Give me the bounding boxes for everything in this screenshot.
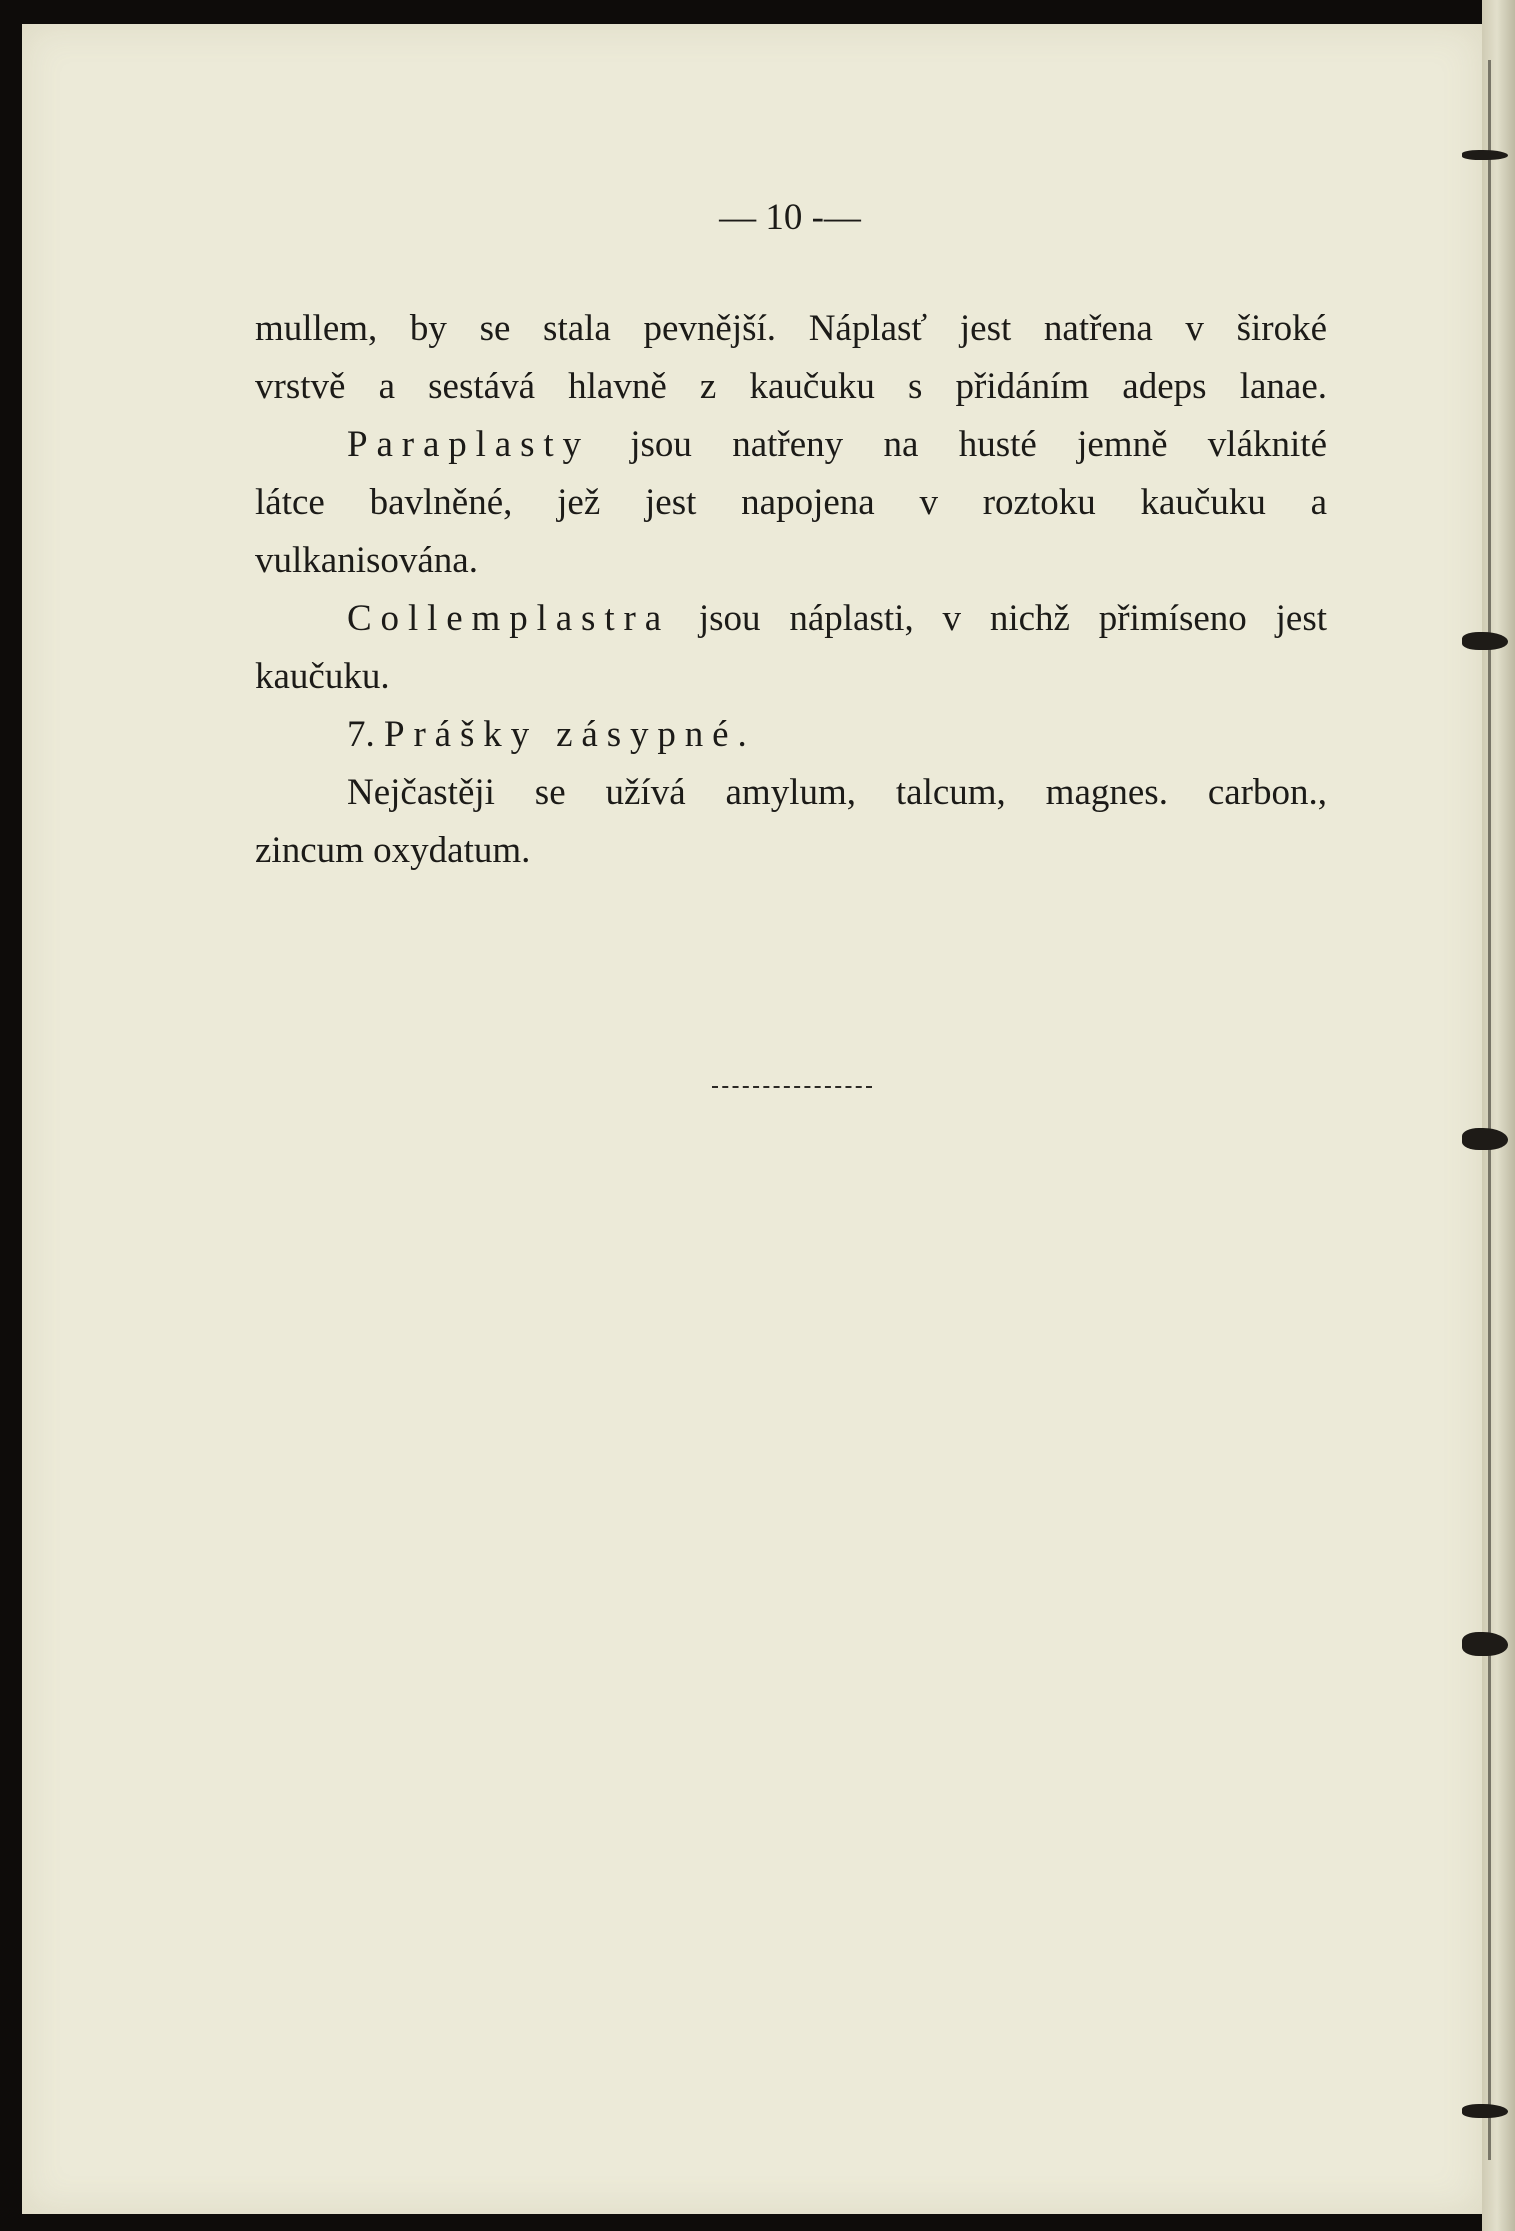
text-line: vrstvě a sestává hlavně z kaučuku s přidáním adeps lanae.	[255, 366, 1327, 407]
text-line: kaučuku.	[255, 656, 390, 697]
text-fragment: jsou náplasti, v nichž přimíseno jest	[670, 598, 1327, 639]
text-line	[255, 590, 1327, 648]
text-fragment: jsou natřeny na husté jemně vláknité	[589, 424, 1327, 465]
text-line: látce bavlněné, jež jest napojena v roztoku kaučuku a	[255, 482, 1327, 523]
page-number: — 10 -—	[719, 197, 861, 238]
binding-stitch	[1462, 2104, 1508, 2118]
section-end-rule	[712, 1086, 872, 1088]
text-line: vulkanisována.	[255, 540, 478, 581]
binding-stitch	[1462, 1632, 1508, 1656]
text-line	[255, 416, 1327, 474]
text-line: mullem, by se stala pevnější. Náplasť jest natřena v široké	[255, 308, 1327, 349]
body-text	[255, 300, 1327, 880]
spaced-term: Collemplastra	[347, 598, 671, 639]
book-spine	[1482, 0, 1515, 2231]
spaced-term: Paraplasty	[347, 424, 590, 465]
spine-edge-line	[1488, 60, 1491, 2160]
section-title: Prášky zásypné.	[384, 714, 756, 755]
binding-stitch	[1462, 1128, 1508, 1150]
section-number: 7.	[347, 714, 384, 755]
text-line: Nejčastěji se užívá amylum, talcum, magnes. carbon.,	[347, 772, 1327, 813]
binding-stitch	[1462, 150, 1508, 160]
binding-stitch	[1462, 632, 1508, 650]
text-line: zincum oxydatum.	[255, 830, 531, 871]
section-heading	[255, 706, 1327, 764]
